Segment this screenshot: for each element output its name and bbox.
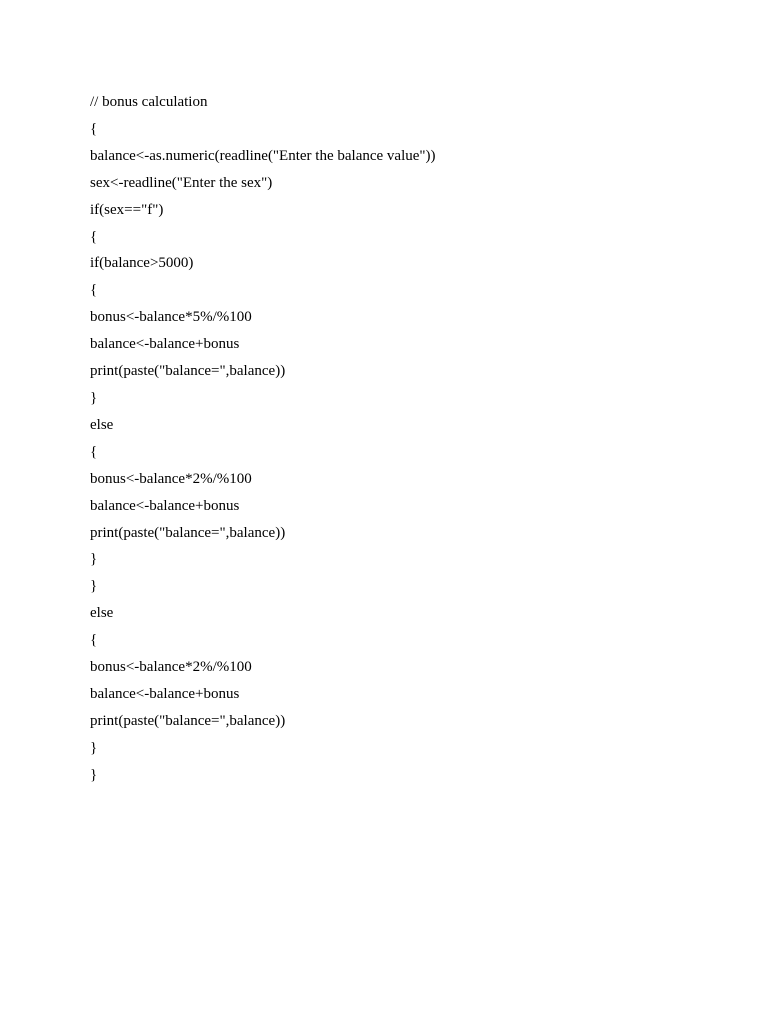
code-line: else xyxy=(90,605,114,622)
code-line: print(paste("balance=",balance)) xyxy=(90,712,286,729)
code-line: print(paste("balance=",balance)) xyxy=(90,524,286,541)
code-line: { xyxy=(90,120,98,137)
code-line: print(paste("balance=",balance)) xyxy=(90,363,286,380)
code-line: balance<-balance+bonus xyxy=(90,336,240,353)
code-line: bonus<-balance*2%/%100 xyxy=(90,659,252,676)
code-line: } xyxy=(90,578,98,595)
code-line: { xyxy=(90,632,98,649)
code-line: if(balance>5000) xyxy=(90,255,194,272)
code-line: balance<-balance+bonus xyxy=(90,497,240,514)
code-line: bonus<-balance*2%/%100 xyxy=(90,470,252,487)
code-line-comment: // bonus calculation xyxy=(90,94,208,110)
code-line: { xyxy=(90,282,98,299)
code-line: else xyxy=(90,416,114,433)
code-line: bonus<-balance*5%/%100 xyxy=(90,309,252,326)
code-line: } xyxy=(90,389,98,406)
code-listing xyxy=(90,89,436,789)
code-line: } xyxy=(90,766,98,783)
code-line: balance<-as.numeric(readline("Enter the balance value")) xyxy=(90,147,436,164)
code-line: { xyxy=(90,443,98,460)
code-line: sex<-readline("Enter the sex") xyxy=(90,174,273,191)
code-line: balance<-balance+bonus xyxy=(90,685,240,702)
code-line: if(sex=="f") xyxy=(90,201,164,218)
code-line: } xyxy=(90,739,98,756)
code-line: { xyxy=(90,228,98,245)
code-line: } xyxy=(90,551,98,568)
